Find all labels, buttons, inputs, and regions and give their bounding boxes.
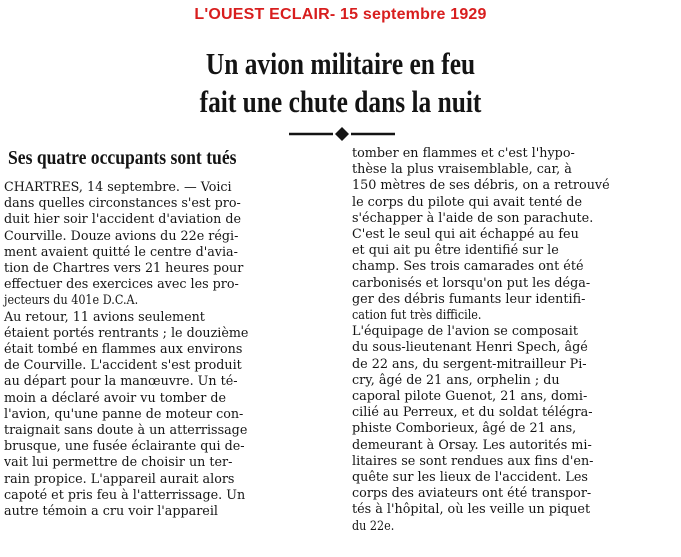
article-line: carbonisés et lorsqu'on put les déga- xyxy=(352,275,591,291)
article-line: tion de Chartres vers 21 heures pour xyxy=(4,261,244,277)
article-line: du sous-lieutenant Henri Spech, âgé xyxy=(352,340,588,356)
article-line: s'échapper à l'aide de son parachute. xyxy=(352,210,594,226)
article-line: quête sur les lieux de l'accident. Les xyxy=(352,470,588,486)
article-line: l'avion, qu'une panne de moteur con- xyxy=(4,406,244,422)
article-line: 150 mètres de ses débris, on a retrouvé xyxy=(352,178,610,194)
article-line: étaient portés rentrants ; le douzième xyxy=(4,325,249,341)
article-line: CHARTRES, 14 septembre. — Voici xyxy=(4,180,232,195)
article-line: demeurant à Orsay. Les autorités mi- xyxy=(352,437,592,453)
article-line: cry, âgé de 21 ans, orphelin ; du xyxy=(352,372,560,388)
article-line: duit hier soir l'accident d'aviation de xyxy=(4,212,242,228)
headline-line-1: Un avion militaire en feu xyxy=(205,46,476,81)
article-line: du 22e. xyxy=(352,518,395,534)
article-line: L'équipage de l'avion se composait xyxy=(352,324,578,340)
article-line: autre témoin a cru voir l'appareil xyxy=(4,504,218,520)
article-line: cation fut très difficile. xyxy=(352,308,482,324)
article-line: tés à l'hôpital, où les veille un piquet xyxy=(352,502,591,518)
source-caption: L'OUEST ECLAIR- 15 septembre 1929 xyxy=(194,6,487,23)
article-line: caporal pilote Guenot, 21 ans, domi- xyxy=(352,389,588,405)
article-line: C'est le seul qui ait échappé au feu xyxy=(352,227,579,243)
article-line: capoté et pris feu à l'atterrissage. Un xyxy=(4,487,246,503)
article-line: phiste Comborieux, âgé de 21 ans, xyxy=(352,421,577,437)
headline-line-2: fait une chute dans la nuit xyxy=(199,84,482,119)
article-line: Courville. Douze avions du 22e régi- xyxy=(4,228,239,244)
article-column-right xyxy=(352,146,674,535)
article-line: litaires se sont rendues aux fins d'en- xyxy=(352,453,594,469)
article-line: traignait sans doute à un atterrissage xyxy=(4,423,248,439)
article-line: tomber en flammes et c'est l'hypo- xyxy=(352,146,575,161)
separator-ornament xyxy=(287,124,397,144)
article-line: cilié au Perreux, et du soldat télégra- xyxy=(352,405,593,421)
article-line: jecteurs du 401e D.C.A. xyxy=(4,293,139,309)
article-line: thèse la plus vraisemblable, car, à xyxy=(352,162,572,178)
article-line: était tombé en flammes aux environs xyxy=(4,342,243,358)
article-line: vait lui permettre de choisir un ter- xyxy=(4,455,233,471)
article-line: au départ pour la manœuvre. Un té- xyxy=(4,374,238,390)
article-line: effectuer des exercices avec les pro- xyxy=(4,277,239,293)
article-line: le corps du pilote qui avait tenté de xyxy=(352,194,583,210)
article-line: moin a déclaré avoir vu tomber de xyxy=(4,390,226,406)
article-line: ment avaient quitté le centre d'avia- xyxy=(4,244,238,260)
article-column-left xyxy=(4,146,329,520)
right-column-text xyxy=(352,146,674,535)
article-line: corps des aviateurs ont été transpor- xyxy=(352,486,592,502)
article-line: champ. Ses trois camarades ont été xyxy=(352,259,584,275)
article-line: de Courville. L'accident s'est produit xyxy=(4,358,242,374)
article-line: de 22 ans, du sergent-mitrailleur Pi- xyxy=(352,356,587,372)
article-line: Au retour, 11 avions seulement xyxy=(4,309,205,325)
article-line: brusque, une fusée éclairante qui de- xyxy=(4,439,245,455)
article-subheading: Ses quatre occupants sont tués xyxy=(8,147,237,169)
article-line: dans quelles circonstances s'est pro- xyxy=(4,196,241,212)
article-line: ger des débris fumants leur identifi- xyxy=(352,291,586,307)
left-column-text xyxy=(4,180,329,520)
article-line: et qui ait pu être identifié sur le xyxy=(352,243,559,259)
article-line: rain propice. L'appareil aurait alors xyxy=(4,471,235,487)
